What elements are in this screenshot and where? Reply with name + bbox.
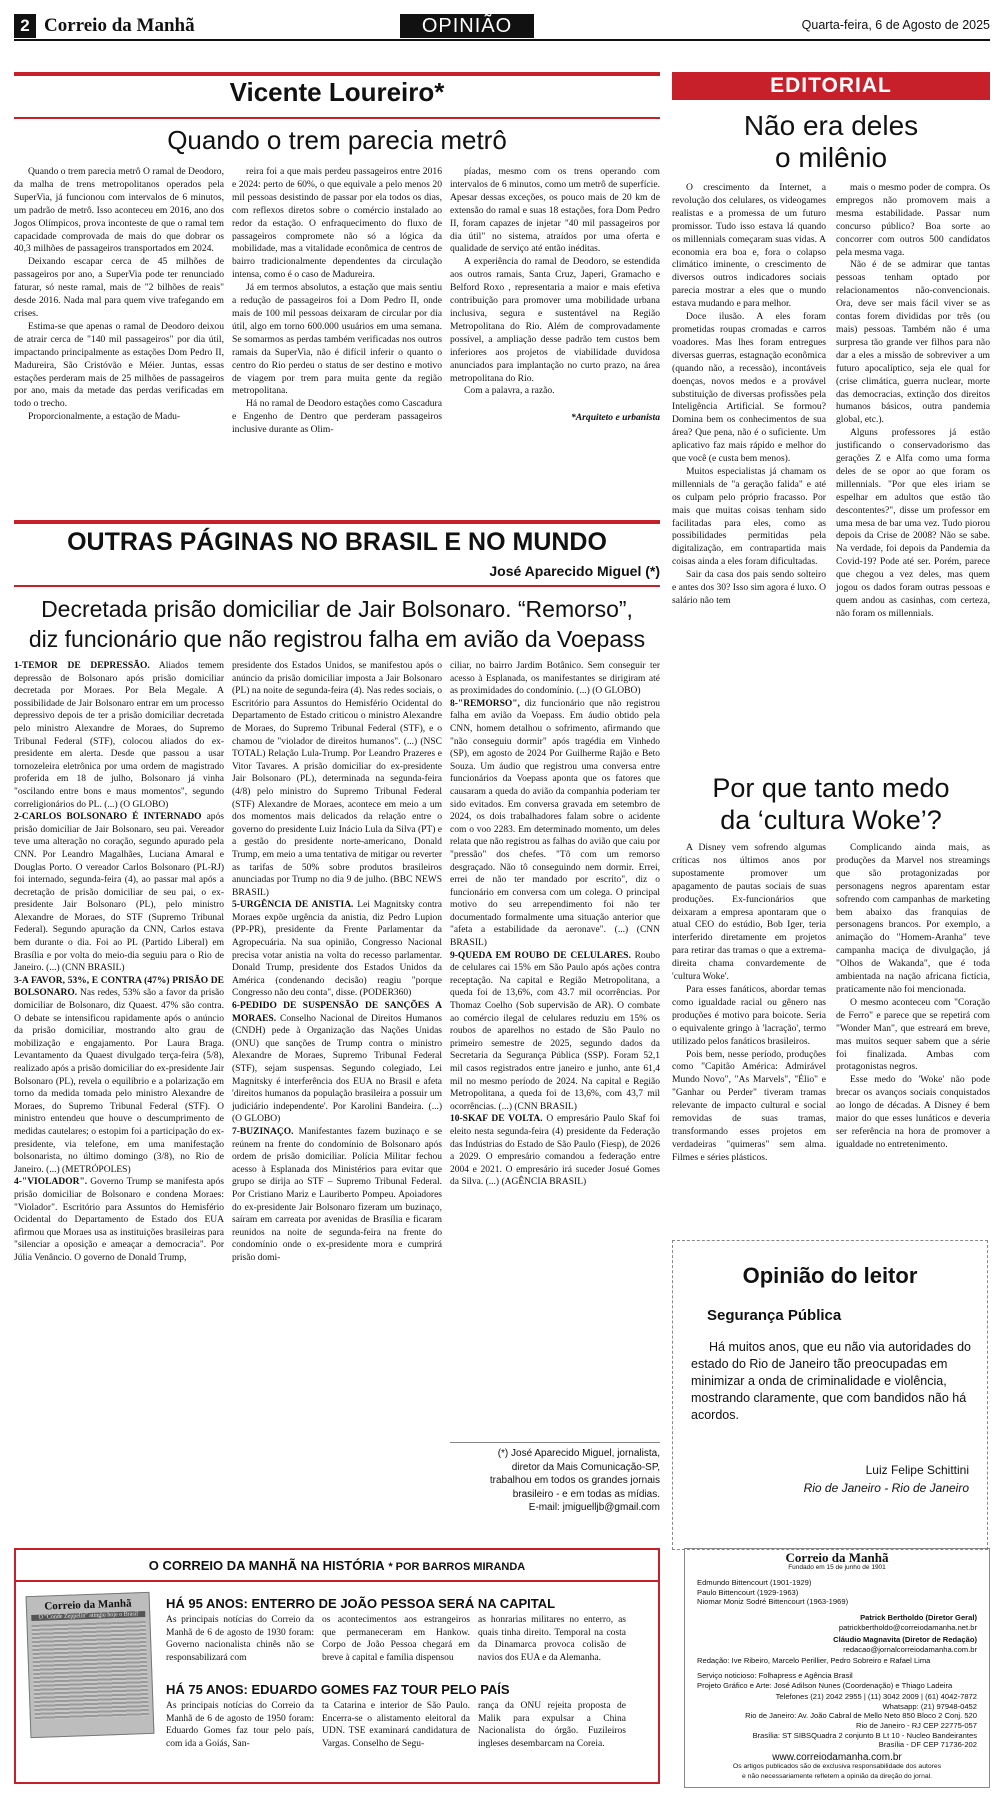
woke-column-1 (672, 842, 826, 1165)
news-column-1 (14, 660, 224, 1265)
news-item-head: 8-"REMORSO", (450, 698, 520, 709)
news-item-text: após prisão domiciliar de Jair Bolsonaro, seu pai. Vereador teve uma alteração no coração, segundo apurado pela CNN. Por Leandro Magalhães, Luciana Amaral e Douglas Porto. O vereador Carlos Bolsonaro (PL-RJ) foi internado, segunda-feira (4), ao passar mal após a decretação de prisão domiciliar de seu pai, o ex-presidente Jair Bolsonaro (PL), pelo ministro Alexandre de Moraes, do STF (Supremo Tribunal Federal). Segundo apuração da CNN, Carlos estava bem durante o dia. Foi ao PL (Partido Liberal) em Brasília e por volta do meio-dia seguiu para o Rio de Janeiro. (...) (CNN BRASIL) (14, 812, 224, 974)
paragraph: Pois bem, nesse período, produções como "Capitão América: Admirável Mundo Novo", "As Marvels", "Élio" e "Ganhar ou Perder" tiveram tramas relevante de impacto cultural e social removidas de suas tramas, transformando esses projetos em verdadeiras "quimeras" sem alma. Filmes e séries plásticos. (672, 1048, 826, 1163)
editorial-title-line: o milênio (774, 142, 888, 173)
masthead-disclaimer: e não necessariamente refletem a opinião da direção do jornal. (741, 1772, 933, 1780)
news-item-text: Conselho Nacional de Direitos Humanos (CNDH) pede à Organização das Nações Unidas (ONU) que sanções de Trump contra o ministro Alexandre de Moraes, Supremo Tribunal Federal (STF), sejam suspensas. Segundo colegiado, Lei Magnitsky é interferência dos EUA no Brasil e afeta 'direitos humanos da população brasileira a possuir um judiciário independente'. Por Karolini Bandeira. (...) (O GLOBO) (232, 1013, 442, 1125)
news-item (450, 1113, 660, 1189)
paragraph: Já em termos absolutos, a estação que mais sentiu a redução de passageiros foi a Dom Pedro II, onde mais de 100 mil pessoas deixaram de circular por dia útil, algo em torno 600.000 usuários em uma semana. Se somarmos as perdas também verificadas nos outros ramais da SuperVia, não é difícil inferir o quanto o centro do Rio perdeu o status de ser destino e motivo de viagem por trem para muita gente da região metropolitana. (232, 282, 442, 397)
history-title-text: O CORREIO DA MANHÃ NA HISTÓRIA (148, 1558, 385, 1573)
news-item-head: 9-QUEDA EM ROUBO DE CELULARES. (450, 950, 631, 961)
masthead-site[interactable]: www.correiodamanha.com.br (772, 1751, 902, 1763)
section-top-rule (14, 520, 660, 524)
paragraph: Para esses fanáticos, abordar temas como igualdade racial ou gênero nas produções é motivo para boicote. Seria o equivalente gringo à 'lacração', termo utilizado pelos fanáticos brasileiros. (672, 983, 826, 1047)
news-item-text: Roubo de celulares cai 15% em São Paulo após ações contra receptação. Na capital e Região Metropolitana, a queda foi de 13,6%, com 43.7 mil ocorrências. Por Thomaz Coelho (Sob supervisão de AR). O combate ao comércio ilegal de celulares reduziu em 15% os roubos de aparelhos no estado de São Paulo no primeiro semestre de 2025, segundo dados da Secretaria da Segurança Pública (SSP). Foram 52,1 mil casos registrados entre janeiro e junho, ante 61,4 mil no mesmo período de 2024. Na capital e Região Metropolitana, a queda foi de 13,6%, com 43,7 mil ocorrências. (...) (CNN BRASIL) (450, 950, 660, 1112)
news-item (14, 975, 224, 1177)
masthead-staff (697, 1656, 977, 1690)
paragraph: Esse medo do 'Woke' não pode brecar os avanços sociais conquistados ao longo de décadas. A Disney é bem maior do que esses lunáticos e deveria ser referência na hora de promover a igualdade no entretenimento. (836, 1074, 990, 1150)
news-item (450, 950, 660, 1114)
reader-opinion-subtitle: Segurança Pública (707, 1307, 842, 1324)
paragraph: reira foi a que mais perdeu passageiros entre 2016 e 2024: perto de 60%, o que equivale a pelo menos 20 mil pessoas desistindo de passar por ela todos os dias, com reflexos diretos sobre o comércio instalado ao redor da estação. O enfraquecimento do fluxo de passageiros compromete não só a lógica da mobilidade, mas a vitalidade econômica de centros de bairro tradicionalmente dependentes da circulação intensa, como é o caso de Madureira. (232, 166, 442, 281)
founder: Edmundo Bittencourt (1901-1929) (697, 1578, 812, 1588)
news-item (14, 811, 224, 975)
history-story2-col: ta Catarina e interior de São Paulo. Encerra-se o alistamento eleitoral da UDN. TSE examinará candidatura de Vargas. Conselho de Segu- (322, 1701, 470, 1749)
editorial-label: EDITORIAL (672, 72, 990, 100)
history-story1-col: as honrarias militares no enterro, as quais tinha direito. Temporal na costa da Dinamarca provoca colisão de navios dos EUA e da Alemanha. (478, 1615, 626, 1663)
news-item-text: Governo Trump se manifesta após prisão domiciliar de Bolsonaro e condena Moraes: "Violador". Escritório para Assuntos do Hemisfério Ocidental do Departamento de Estado dos EUA afirmou que Moraes usa as instituições brasileiras para "silenciar a oposição e ameaçar a democracia". Por Júlia Venâncio. O governo de Donald Trump, (14, 1177, 224, 1263)
paragraph: Deixando escapar cerca de 45 milhões de passageiros por ano, a SuperVia pode ter renunciado faturar, só neste ramal, mais de "2 bilhões de reais" desde 2016. Nada mal para quem vive trafegando em crises. (14, 256, 224, 319)
history-story2-col: rança da ONU rejeita proposta de Malik para expulsar a China Nacionalista do órgão. Fuzileiros ingleses desembarcam na Coreia. (478, 1701, 626, 1749)
editorial-column-1 (672, 182, 826, 608)
paragraph: Doce ilusão. A eles foram prometidas roupas cromadas e carros voadores. Mas lhes foram entregues diversas guerras, estagnação econômica (quando não, a recessão), incontáveis doenças, novos medos e a provável substituição de diversas profissões pela Inteligência Artificial. Se formou? Domina bem os conhecimentos de sua área? Que pena, não é o suficiente. Um aplicativo faz mais rápido e melhor do que você (e custa bem menos). (672, 311, 826, 465)
masthead-name: Correio da Manhã (785, 1550, 889, 1565)
news-item-head: 3-A FAVOR, 53%, E CONTRA (47%) PRISÃO DE BOLSONARO. (14, 975, 224, 999)
news-item (450, 698, 660, 950)
paragraph: Sair da casa dos pais sendo solteiro e antes dos 30? Isso sim agora é luxo. O salário não tem (672, 569, 827, 606)
paragraph: Estima-se que apenas o ramal de Deodoro deixou de atrair cerca de "140 mil passageiros" por dia útil, impactando principalmente as estações Dom Pedro II, Madureira, São Cristóvão e Méier. Juntas, essas estações perderam mais de 25 milhões de passageiros por ano, mais da metade das perdas verificadas em todo o trecho. (14, 320, 224, 410)
news-item-text: diz funcionário que não registrou falha em avião da Voepass. Em áudio obtido pela CNN, homem detalhou o sofrimento, afirmando que "não conseguiu dormir" após tragédia em Vinhedo (SP), em agosto de 2024 Por Guilherme Rajão e Beto Souza. Um áudio que registrou uma conversa entre funcionários da Voepass aponta que os fatores que causaram a queda do avião da companhia poderiam ter sido evitados. Em conversa gravada em setembro de 2024, os dois trabalhadores falam sobre o acidente com o voo 2283. Em determinado momento, um deles relata que não registrou as falhas do avião que caiu por "pressão" dos chefes. "Tô com um remorso desgraçado. Não tô conseguindo nem dormir. Errei, errei de não ter mandado por escrito", diz o funcionário em conversa com um colega. O principal motivo do seu arrependimento foi não ter documentado formalmente uma situação anterior que "afeta a estabilidade da aeronave". (...) (CNN BRASIL) (450, 698, 660, 949)
masthead-disclaimer: Os artigos publicados são de exclusiva responsabilidade dos autores (732, 1763, 942, 1771)
news-item-head: 4-"VIOLADOR". (14, 1177, 88, 1188)
reader-opinion-title: Opinião do leitor (742, 1263, 918, 1288)
masthead-founders (697, 1578, 977, 1607)
director-email: patrickbertholdo@correiodamanha.net.br (838, 1622, 977, 1632)
history-image (26, 1592, 155, 1738)
news-item-text: presidente dos Estados Unidos, se manifestou após o anúncio da prisão domiciliar imposta a Jair Bolsonaro (PL) na noite de segunda-feira (4). Nas redes sociais, o Escritório para Assuntos do Hemisfério Ocidental do Departamento de Estado criticou o ministro Alexandre de Moraes, do Supremo Tribunal Federal (STF), e o chamou de "violador de direitos humanos". (...) (NSC TOTAL) Relação Lula-Trump. Por Leandro Prazeres e Vitor Tavares. A prisão domiciliar do ex-presidente Jair Bolsonaro (PL), determinada na segunda-feira (4/8) pelo ministro do Supremo Tribunal Federal (STF) Alexandre de Moraes, acontece em meio a um dos momentos mais delicados da relação entre o governo do presidente Luiz Inácio Lula da Silva (PT) e a gestão do presidente norte-americano, Donald Trump, em meio a uma tentativa de mitigar ou reverter as tarifas de 50% sobre produtos brasileiros anunciadas por Trump no dia 9 de julho. (BBC NEWS BRASIL) (232, 661, 442, 898)
history-box (14, 1548, 660, 1784)
staff-redacao: Redação: Ive Ribeiro, Marcelo Perillier, Pedro Sobreiro e Rafael Lima (697, 1656, 931, 1666)
reader-name: Luiz Felipe Schittini (865, 1463, 969, 1477)
news-item (14, 660, 224, 811)
article-column-3 (450, 166, 660, 425)
paper-name: Correio da Manhã (44, 15, 195, 36)
woke-title-line: Por que tanto medo (712, 773, 950, 803)
masthead-founded: Fundado em 15 de junho de 1901 (788, 1563, 886, 1571)
history-image-masthead: Correio da Manhã (44, 1597, 132, 1613)
paragraph: mais o mesmo poder de compra. Os empregos não promovem mais a mesma estabilidade. Passar num concurso público? Boa sorte ao concorrer com outros 500 candidatos pela mesma vaga. (836, 182, 990, 258)
history-image-headline: O "Conde Zeppelin" atingiu hoje o Brasil (31, 1611, 145, 1621)
news-item-text: O empresário Paulo Skaf foi eleito nesta segunda-feira (4) presidente da Federação das Indústrias do Estado de São Paulo (Fiesp), de 2026 a 2029. O empresário comandou a federação entre 2004 e 2021. O empresário irá suceder Josué Gomes da Silva. (...) (AGÊNCIA BRASIL) (450, 1114, 660, 1188)
news-item (232, 1000, 442, 1126)
woke-column-2 (836, 842, 990, 1152)
history-story1-title: HÁ 95 ANOS: ENTERRO DE JOÃO PESSOA SERÁ NA CAPITAL (166, 1596, 556, 1611)
footnote-line: brasileiro - e em todas as mídias. (512, 1488, 660, 1500)
news-item (450, 660, 660, 698)
history-title (16, 1558, 658, 1573)
news-item-head: 7-BUZINAÇO. (232, 1126, 294, 1137)
article-column-1 (14, 166, 224, 424)
editorial-title-line: Não era deles (743, 110, 919, 141)
history-image-body (32, 1621, 149, 1720)
contact-rio: Rio de Janeiro: Av. João Cabral de Mello Neto 850 Bloco 2 Conj. 520 (745, 1711, 977, 1721)
article-author: Vicente Loureiro* (229, 77, 445, 107)
staff-servico: Serviço noticioso: Folhapress e Agência Brasil (697, 1670, 853, 1680)
section-title: OUTRAS PÁGINAS NO BRASIL E NO MUNDO (67, 528, 607, 556)
news-item (232, 1126, 442, 1265)
paragraph: Não é de se admirar que tantas pessoas tenham optado por relacionamentos não-convencionais. Ora, deve ser mais fácil viver se as contas forem divididas por três (ou mais) pessoas. Também não é uma surpresa tão grande ver filhos para não dar a eles a missão de sobreviver a um futuro apocalíptico, seja ele qual for (crise climática, guerra nuclear, morte das democracias, extinção dos direitos humanos básicos, outra pandemia global, etc.). (836, 259, 990, 426)
footnote-email: E-mail: jmiguelljb@gmail.com (528, 1502, 660, 1513)
section-author: José Aparecido Miguel (*) (489, 563, 660, 579)
paragraph: Proporcionalmente, a estação de Madu- (28, 411, 181, 423)
masthead-box (684, 1548, 990, 1788)
history-story1-col: os acontecimentos aos estrangeiros que permaneceram em Hankow. Corpo de João Pessoa chegará em breve à capital e família dispensou (322, 1615, 470, 1663)
footnote-line: trabalhou em todos os grandes jornais (489, 1475, 660, 1486)
paragraph: Há no ramal de Deodoro estações como Cascadura e Engenho de Dentro que perderam passageiros inclusive durante as Olim- (232, 398, 442, 436)
article-column-2 (232, 166, 442, 437)
masthead-directors (697, 1613, 977, 1654)
page-number: 2 (14, 14, 36, 38)
article-title: Quando o trem parecia metrô (167, 125, 507, 155)
woke-title (672, 772, 990, 836)
news-item (232, 660, 442, 899)
paragraph: Complicando ainda mais, as produções da Marvel nos streamings que são protagonizadas por personagens negros aparentam estar sofrendo com campanhas de marketing bem abaixo das franquias de personagens brancos. Por exemplo, a animação do "Homem-Aranha" teve campanha maciça de divulgação, já "Olhos de Wakanda", que é toda ambientada na nação africana fictícia, praticamente não foi mencionada. (836, 842, 990, 995)
section-label: OPINIÃO (400, 14, 534, 38)
news-item-head: 6-PEDIDO DE SUSPENSÃO DE SANÇÕES A MORAES. (232, 1001, 442, 1024)
contact-phones: Telefones (21) 2042 2955 | (11) 3042 2009 | (61) 4042-7872 (775, 1692, 977, 1702)
director-email: redacao@jornalcorreiodamanha.com.br (843, 1644, 977, 1654)
history-title-rule (16, 1580, 658, 1582)
news-item-head: 5-URGÊNCIA DE ANISTIA. (232, 900, 354, 911)
footnote-line: diretor da Mais Comunicação-SP, (511, 1461, 660, 1473)
news-item-head: 1-TEMOR DE DEPRESSÃO. (14, 661, 150, 671)
founder: Paulo Bittencourt (1929-1963) (697, 1587, 799, 1597)
news-column-2 (232, 660, 442, 1265)
woke-title-line: da ‘cultura Woke’? (720, 805, 942, 835)
author-footnote (450, 1442, 660, 1515)
staff-projeto: Projeto Gráfico e Arte: José Adilson Nunes (Coordenação) e Thiago Ladeira (697, 1680, 953, 1690)
article-author-rule (14, 117, 660, 119)
editorial-column-2 (836, 182, 990, 621)
reader-place: Rio de Janeiro - Rio de Janeiro (803, 1481, 969, 1495)
paragraph: O crescimento da Internet, a revolução dos celulares, os videogames realistas e a promessa de um futuro promissor. Tudo isso estava lá quando os millennials começaram suas vidas. A economia era boa e, fora o colapso climático iminente, o crescimento de diversos outros indicadores sociais parecia mostrar a eles que o mundo estava mudando e para melhor. (672, 182, 826, 310)
contact-rio-cep: Rio de Janeiro - RJ CEP 22775-057 (855, 1720, 977, 1730)
contact-whatsapp: Whatsapp: (21) 97948-0452 (882, 1701, 977, 1711)
paragraph: Com a palavra, a razão. (464, 385, 555, 397)
article-top-rule (14, 72, 660, 76)
news-item (14, 1176, 224, 1264)
paragraph: Alguns professores já estão justificando o conservadorismo das gerações Z e Alfa como uma forma deles de se opor ao que foram os millennials. "Por que eles iriam se espelhar em adultos que estão tão descontentes?", disse um professor em uma mesa de bar uma vez. Tudo piorou depois da Crise de 2008? Não se sabe. Na verdade, foi depois da Pandemia da Covid-19? Pode até ser. Porém, parece que chegou a vez deles, mas quem jogou os dados foram outras pessoas e quem andou as casinhas, com certeza, não foram os millennials. (836, 427, 990, 619)
history-story2-col: As principais notícias do Correio da Manhã de 6 de agosto de 1950 foram: Eduardo Gomes faz tour pelo país, com ida a Goiás, San- (166, 1701, 314, 1749)
paragraph: Muitos especialistas já chamam os millennials de "a geração falida" e até os culpam pelo próprio fracasso. Por mais que muitas coisas tenham sido facilitadas para eles, como as possibilidades permitidas pela digitalização, em contrapartida mais coisas ainda a eles foram dificultadas. (672, 465, 826, 568)
editorial-title (672, 110, 990, 174)
founder: Niomar Moniz Sodré Bittencourt (1963-1969) (697, 1597, 849, 1607)
news-item (232, 899, 442, 1000)
news-column-3 (450, 660, 660, 1189)
director: Patrick Bertholdo (Diretor Geral) (860, 1612, 977, 1622)
news-item-text: Lei Magnitsky contra Moraes expõe urgência da anistia, diz Pedro Lupion (PP-PR), presidente da Frente Parlamentar da Agropecuária. Na sua opinião, Congresso Nacional precisa votar anistia na volta do recesso parlamentar. Donald Trump, presidente dos Estados Unidos da América (condenando decisão) reagiu "porque Congresso não deu conta", disse. (PODER360) (232, 900, 442, 999)
paragraph: O mesmo aconteceu com "Coração de Ferro" e parece que se repetirá com "Wonder Man", que estreará em breve, mas muitos sequer sabem que a série foi finalizada. Ambas com protagonistas negros. (836, 996, 990, 1073)
news-item-head: 10-SKAF DE VOLTA. (450, 1114, 543, 1125)
masthead-contacts (697, 1692, 977, 1750)
history-byline: * POR BARROS MIRANDA (388, 1561, 526, 1573)
news-item-text: ciliar, no bairro Jardim Botânico. Sem conseguir ter acesso à Esplanada, os manifestantes se dirigiram até as proximidades do condomínio. (...) (O GLOBO) (450, 661, 660, 697)
contact-brasilia: Brasília: ST SIBSQuadra 2 conjunto B Lt 10 - Nucleo Bandeirantes (752, 1730, 977, 1740)
director: Cláudio Magnavita (Diretor de Redação) (833, 1635, 977, 1645)
news-item-text: Manifestantes fazem buzinaço e se reúnem na frente do condomínio de Bolsonaro após ordem de prisão domiciliar. Polícia Militar fechou acesso à Esplanada dos Ministérios para evitar que grupo se dirija ao STF – Supremo Tribunal Federal. Por Cristiano Mariz e Lauriberto Pompeu. Apoiadores do ex-presidente Jair Bolsonaro fizeram um buzinaço, saíram em carreata por avenidas de Brasília e ficaram reunidos na noite de segunda-feira na frente do condomínio onde o ex-presidente mora e cumprirá prisão domi- (232, 1126, 442, 1263)
history-story2-title: HÁ 75 ANOS: EDUARDO GOMES FAZ TOUR PELO PAÍS (166, 1682, 510, 1697)
paragraph: píadas, mesmo com os trens operando com intervalos de 6 minutos, como um metrô de superfície. Apesar dessas exceções, os pouco mais de 20 km de extensão do ramal e suas 18 estações, fora Dom Pedro II, foram capazes de injetar "40 mil passageiros por dia útil" no sistema, atraídos por uma oferta e qualidade de serviço até então inéditas. (450, 166, 660, 255)
paragraph: A experiência do ramal de Deodoro, se estendida aos outros ramais, Santa Cruz, Japeri, Gramacho e Belford Roxo , representaria a maior e mais efetiva contribuição para promover uma mobilidade urbana inclusiva, segura e sustentável na Região Metropolitana do Rio. Além de comprovadamente possível, a ampliação desse padrão tem custos bem inferiores aos projetos de viabilidade duvidosa anunciados para implantação no curto prazo, na área metropolitana do Rio. (450, 256, 660, 384)
paragraph: Quando o trem parecia metrô O ramal de Deodoro, da malha de trens metropolitanos operados pela SuperVia, já funcionou com intervalos de 6 minutos, um padrão de metrô. Isso aconteceu em 2016, ano dos Jogos Olímpicos, prova inconteste de que o ramal tem capacidade comprovada de mais do que dobrar os 40,3 milhões de passageiros transportados em 2024. (14, 166, 224, 255)
page-header (14, 14, 990, 40)
author-signature: *Arquiteto e urbanista (570, 412, 660, 424)
paragraph: A Disney vem sofrendo algumas críticas nos últimos anos por supostamente promover um apagamento de pautas sociais de suas produções. Ex-funcionários que deixaram a empresa apontaram que o atual CEO do estúdio, Bob Iger, teria interferido diretamente em projetos para retirar das tramas o que a extrema-direita chama convardemente de 'cultura Woke'. (672, 842, 826, 983)
header-rule (14, 39, 990, 41)
history-story1-col: As principais notícias do Correio da Manhã de 6 de agosto de 1930 foram: Governo nacionalista chinês não se responsabilizará com (166, 1615, 314, 1663)
section-headline: Decretada prisão domiciliar de Jair Bolsonaro. “Remorso”, diz funcionário que não registrou falha em avião da Voepass (28, 596, 646, 652)
section-author-rule (14, 585, 660, 587)
reader-opinion-text: Há muitos anos, que eu não via autoridades do estado do Rio de Janeiro tão preocupadas em minimizar a onda de criminalidade e violência, mostrando claramente, que com bandidos não há acordos. (691, 1340, 971, 1422)
footnote-line: (*) José Aparecido Miguel, jornalista, (497, 1448, 660, 1459)
header-date: Quarta-feira, 6 de Agosto de 2025 (801, 18, 990, 32)
news-item-head: 2-CARLOS BOLSONARO É INTERNADO (14, 812, 202, 823)
reader-opinion-box (672, 1240, 988, 1550)
news-item-text: Aliados temem depressão de Bolsonaro após prisão domiciliar decretada por Moraes. Por Bela Megale. A possibilidade de Jair Bolsonaro entrar em um processo depressivo depois de ter a prisão domiciliar decretada pelo ministro Alexandre de Moraes, do Supremo Tribunal Federal (STF), colocou aliados do ex-presidente em alerta. Desde que passou a usar tornozeleira eletrônica por uma ordem de magistrado proferida em 18 de julho, Bolsonaro já vinha "oscilando entre bons e maus momentos", segundo correligionários do PL. (...) (O GLOBO) (14, 661, 224, 810)
news-item-text: Nas redes, 53% são a favor da prisão domiciliar de Bolsonaro, diz Quaest. 47% são contra. O debate se intensificou rapidamente após o anúncio da prisão domiciliar, mostrando alto grau de mobilização e engajamento. Por Laura Braga. Levantamento da Quaest divulgado terça-feira (5/8), realizado após a prisão domiciliar do ex-presidente Jair Bolsonaro (PL), revela o equilíbrio e a polarização em torno da medida tomada pelo ministro Alexandre de Moraes, do Supremo Tribunal Federal (STF). O ministro entendeu que houve o descumprimento de medidas cautelares; o estopim foi a participação do ex-presidente, via telefone, em uma manifestação bolsonarista, no último domingo (3/8), no Rio de Janeiro. (...) (METRÓPOLES) (14, 988, 224, 1175)
contact-brasilia-cep: Brasília - DF CEP 71736-202 (878, 1740, 977, 1750)
